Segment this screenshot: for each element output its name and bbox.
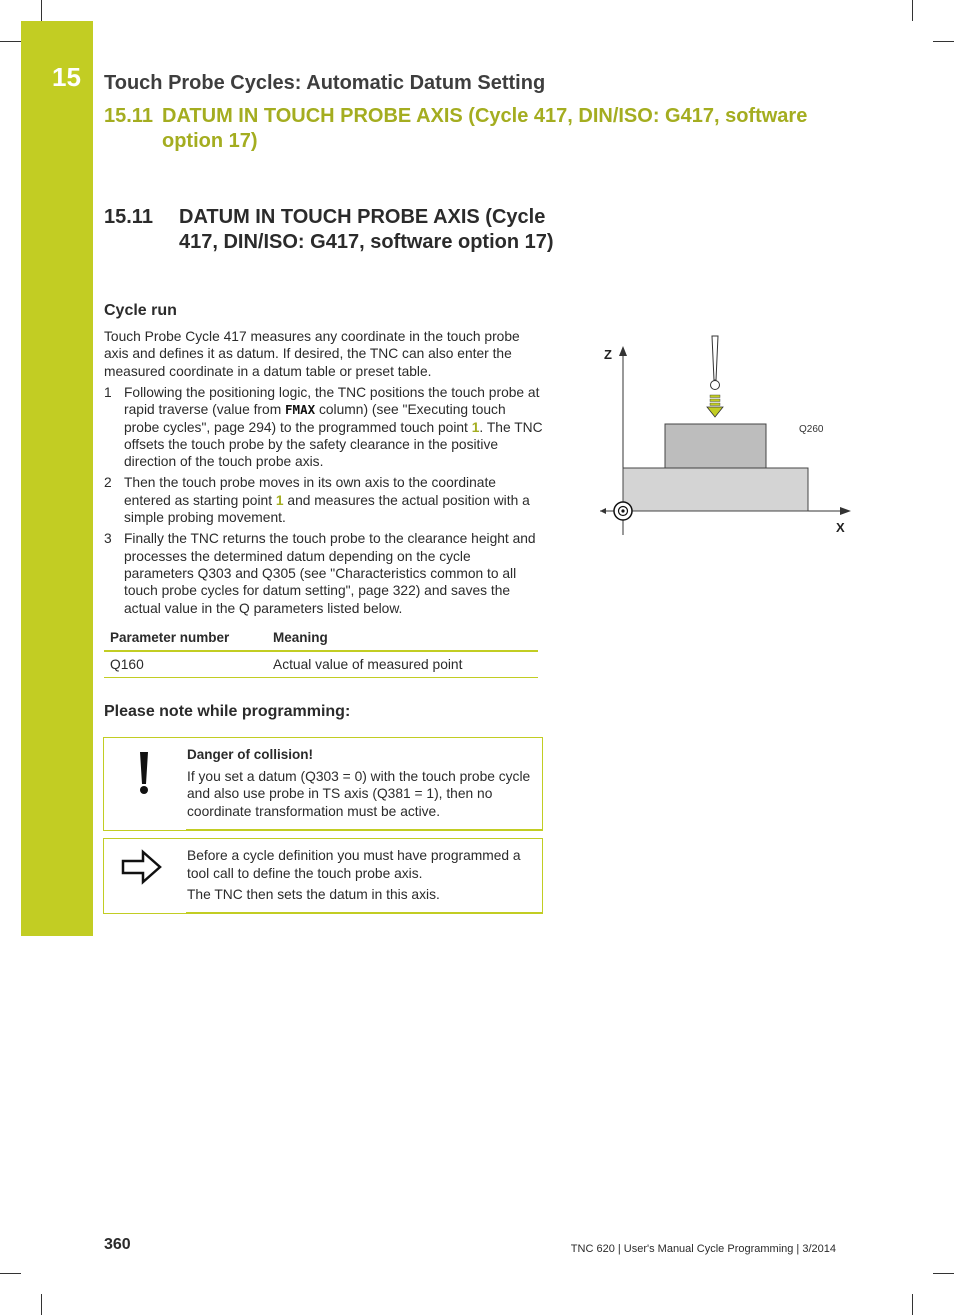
step-text: . The TNC offsets the touch probe by the safety clearance in the positive direction of the touch probe axis. [124, 419, 543, 470]
x-axis-arrowhead [840, 507, 851, 515]
touch-point-ref: 1 [275, 492, 284, 508]
list-item [104, 474, 544, 526]
param-cell: Q160 [104, 651, 267, 678]
section-heading [104, 205, 564, 255]
table-header-row [104, 627, 538, 651]
running-section-header [104, 104, 844, 154]
chapter-title: Touch Probe Cycles: Automatic Datum Setting [104, 72, 546, 94]
running-section-number: 15.11 [104, 105, 153, 127]
exclamation-icon [104, 738, 186, 830]
z-axis-label: Z [604, 347, 612, 362]
cycle-run-heading: Cycle run [104, 302, 177, 319]
crop-mark [0, 41, 21, 42]
running-section-title: DATUM IN TOUCH PROBE AXIS (Cycle 417, DIN/ISO: G417, software option 17) [162, 105, 808, 152]
column-header: Meaning [267, 627, 538, 651]
section-title: DATUM IN TOUCH PROBE AXIS (Cycle 417, DIN/ISO: G417, software option 17) [179, 206, 554, 253]
probe-axis-diagram [590, 330, 860, 545]
crop-mark [933, 41, 954, 42]
q260-label: Q260 [799, 424, 824, 435]
arrow-right-icon [104, 839, 186, 913]
z-axis-arrowhead [619, 346, 627, 356]
crop-mark [0, 1273, 21, 1274]
x-axis-label: X [836, 520, 845, 535]
cycle-steps-list [104, 384, 544, 621]
step-text: and measures the actual position with a simple probing movement. [124, 492, 530, 526]
hint-line-2: The TNC then sets the datum in this axis. [187, 887, 440, 903]
meaning-cell: Actual value of measured point [267, 651, 538, 678]
footer-text: TNC 620 | User's Manual Cycle Programming | 3/2014 [570, 1243, 836, 1255]
notes-heading: Please note while programming: [104, 703, 351, 720]
crop-mark [912, 0, 913, 21]
cycle-run-intro: Touch Probe Cycle 417 measures any coordinate in the touch probe axis and defines it as datum. If desired, the TNC can also enter the measured coordinate in a datum table or preset table. [104, 329, 520, 379]
fmax-code: FMAX [285, 402, 316, 418]
crop-mark [41, 1294, 42, 1315]
lower-block [623, 468, 808, 511]
upper-block [665, 424, 766, 468]
step-number: 3 [104, 531, 112, 547]
danger-note [103, 737, 543, 831]
page-number: 360 [104, 1236, 131, 1253]
column-header: Parameter number [104, 627, 267, 651]
table-row [104, 651, 538, 678]
step-text: Finally the TNC returns the touch probe to the clearance height and processes the determined datum depending on the cycle parameters Q303 and Q305 (see "Characteristics common to all touch probe cycles for datum setting", page 322) and saves the actual value in the Q parameters listed below. [124, 531, 536, 616]
touch-point-ref: 1 [471, 419, 480, 435]
hint-note [103, 838, 543, 914]
step-text: Following the positioning logic, the TNC positions the touch probe at rapid traverse (value from [124, 385, 540, 418]
step-text: Then the touch probe moves in its own axis to the coordinate entered as starting point [124, 475, 496, 508]
crop-mark [912, 1294, 913, 1315]
step-number: 1 [104, 385, 112, 400]
danger-title: Danger of collision! [187, 747, 314, 762]
touch-probe [712, 336, 718, 380]
crop-mark [41, 0, 42, 21]
danger-text: If you set a datum (Q303 = 0) with the touch probe cycle and also use probe in TS axis (Q381 = 1), then no coordinate transformation must be active. [187, 768, 531, 819]
chapter-sidebar [21, 21, 93, 936]
chapter-number: 15 [52, 62, 81, 92]
list-item [104, 530, 544, 616]
section-number: 15.11 [104, 206, 153, 228]
parameter-table [104, 627, 538, 678]
hint-line-1: Before a cycle definition you must have programmed a tool call to define the touch probe axis. [187, 848, 521, 881]
step-text: column) (see "Executing touch probe cycles", page 294) to the programmed touch point [124, 402, 506, 435]
crop-mark [933, 1273, 954, 1274]
probing-direction-arrow [707, 395, 723, 417]
list-item [104, 384, 544, 470]
step-number: 2 [104, 475, 112, 491]
